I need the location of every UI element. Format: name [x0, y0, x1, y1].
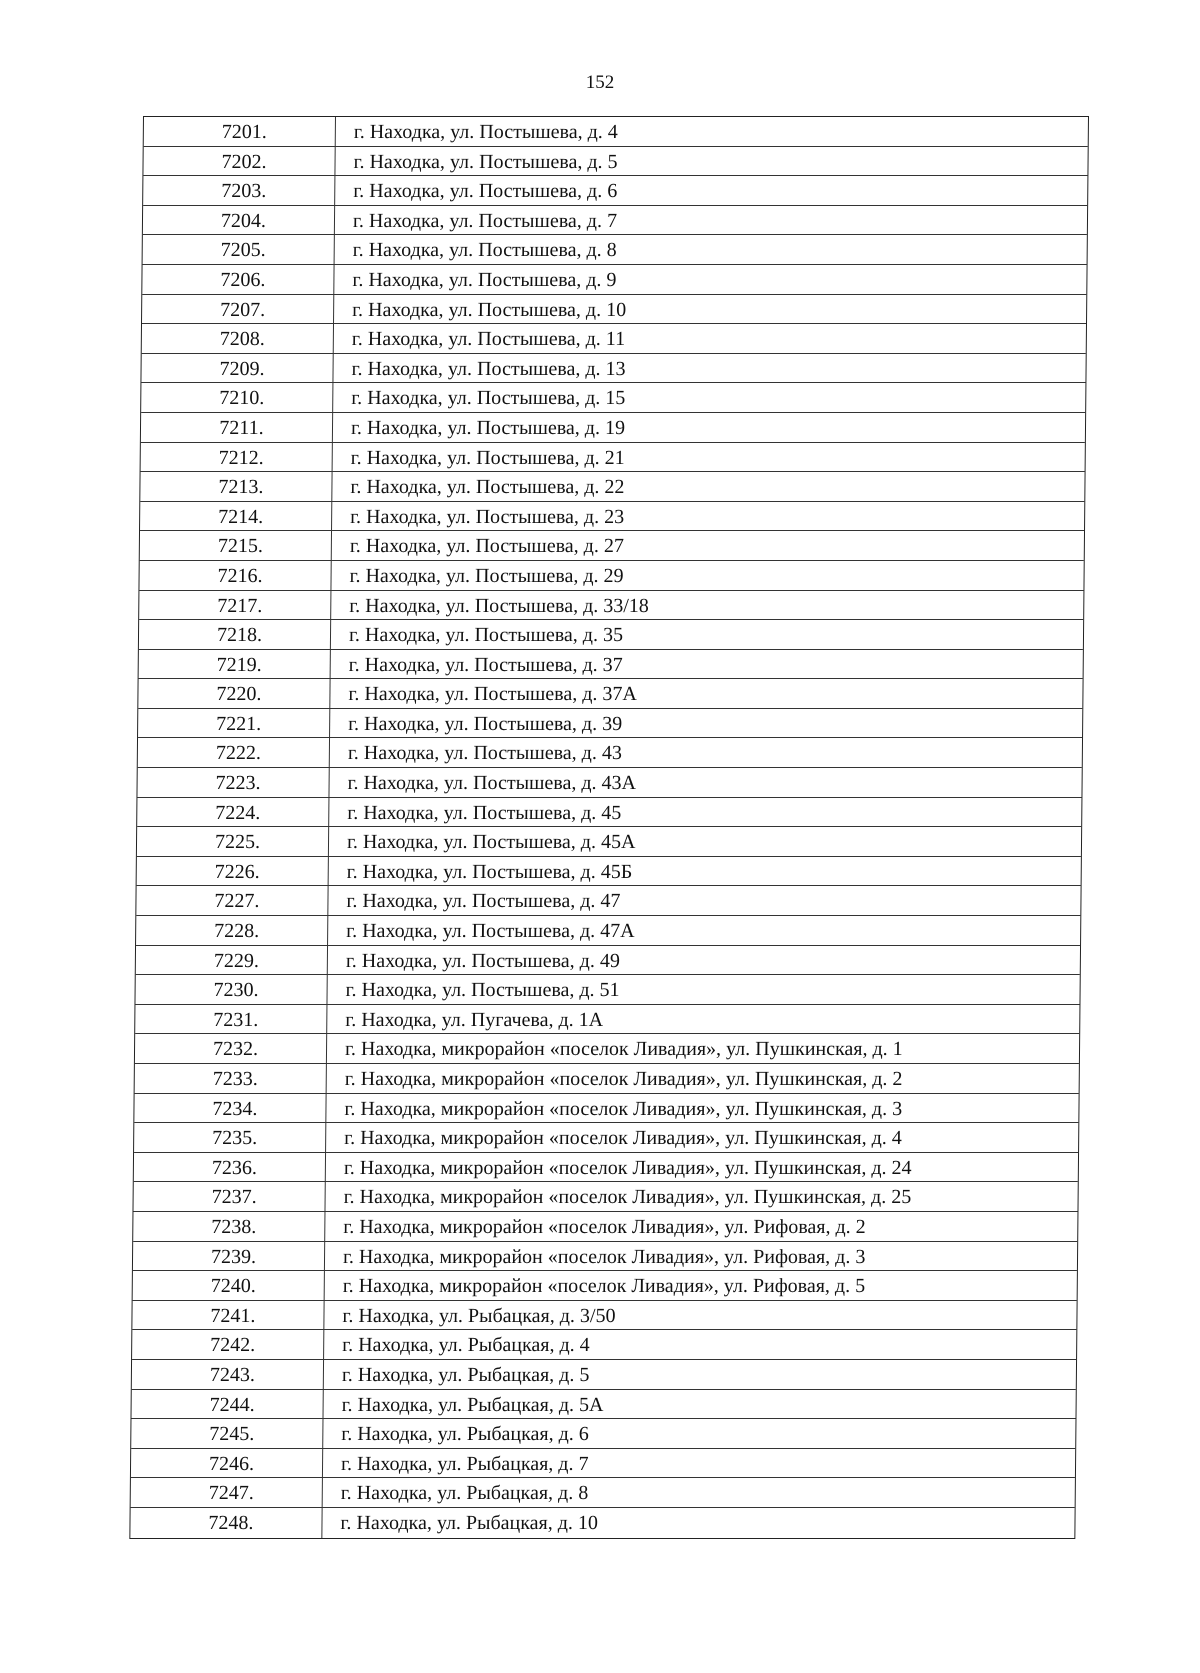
row-number: 7204. [143, 206, 335, 235]
table-row [132, 1330, 1076, 1360]
row-number: 7238. [133, 1212, 325, 1241]
table-row [143, 235, 1087, 265]
row-address: г. Находка, ул. Постышева, д. 47 [346, 890, 621, 913]
row-number: 7233. [135, 1064, 327, 1093]
row-number: 7225. [137, 827, 329, 856]
row-address: г. Находка, микрорайон «поселок Ливадия», ул. Пушкинская, д. 3 [344, 1097, 903, 1120]
row-address: г. Находка, ул. Рыбацкая, д. 8 [340, 1482, 589, 1505]
row-number: 7226. [137, 857, 329, 886]
table-row [135, 1064, 1079, 1094]
table-row [132, 1301, 1076, 1331]
row-address: г. Находка, ул. Постышева, д. 27 [349, 535, 624, 558]
row-address: г. Находка, ул. Рыбацкая, д. 4 [342, 1334, 590, 1357]
row-number: 7217. [139, 591, 331, 620]
table-row [136, 916, 1080, 946]
table-row [139, 620, 1083, 650]
row-number: 7224. [137, 798, 329, 827]
row-address: г. Находка, ул. Постышева, д. 19 [350, 416, 626, 439]
row-address: г. Находка, ул. Постышева, д. 51 [345, 979, 620, 1002]
table-row [139, 650, 1083, 680]
table-row [133, 1212, 1077, 1242]
table-row [137, 768, 1081, 798]
row-address: г. Находка, микрорайон «поселок Ливадия», ул. Рифовая, д. 3 [342, 1245, 866, 1268]
row-address: г. Находка, ул. Рыбацкая, д. 7 [340, 1452, 589, 1475]
row-number: 7208. [142, 324, 334, 353]
row-address: г. Находка, ул. Постышева, д. 37А [348, 683, 638, 706]
table-row [138, 738, 1082, 768]
table-row [136, 886, 1080, 916]
row-number: 7239. [133, 1242, 325, 1271]
table-row [142, 265, 1086, 295]
row-number: 7201. [144, 117, 336, 146]
row-number: 7215. [140, 531, 332, 560]
row-number: 7214. [140, 502, 332, 531]
row-address: г. Находка, ул. Рыбацкая, д. 6 [341, 1423, 589, 1446]
row-number: 7247. [131, 1478, 323, 1507]
table-row [131, 1449, 1075, 1479]
row-number: 7231. [135, 1005, 327, 1034]
table-row [143, 206, 1087, 236]
table-row [139, 591, 1083, 621]
row-number: 7219. [139, 650, 331, 679]
table-row [130, 1508, 1074, 1538]
table-row [134, 1153, 1078, 1183]
row-address: г. Находка, ул. Постышева, д. 49 [345, 949, 621, 972]
row-address: г. Находка, ул. Постышева, д. 11 [351, 328, 626, 351]
row-number: 7220. [138, 679, 330, 708]
row-address: г. Находка, ул. Рыбацкая, д. 5А [341, 1393, 604, 1416]
row-number: 7246. [131, 1449, 323, 1478]
table-row [131, 1390, 1075, 1420]
table-row [140, 531, 1084, 561]
row-address: г. Находка, микрорайон «поселок Ливадия», ул. Рифовая, д. 5 [342, 1275, 866, 1298]
table-row [135, 1034, 1079, 1064]
row-number: 7248. [130, 1508, 322, 1538]
row-address: г. Находка, ул. Постышева, д. 5 [353, 150, 618, 173]
row-number: 7234. [134, 1094, 326, 1123]
page-number: 152 [585, 72, 615, 93]
row-address: г. Находка, ул. Постышева, д. 45 [347, 801, 622, 824]
row-number: 7244. [132, 1390, 324, 1419]
table-row [133, 1182, 1077, 1212]
row-number: 7216. [139, 561, 331, 590]
row-number: 7242. [132, 1330, 324, 1359]
row-address: г. Находка, ул. Постышева, д. 8 [352, 239, 617, 262]
row-address: г. Находка, микрорайон «поселок Ливадия», ул. Пушкинская, д. 4 [344, 1127, 902, 1150]
row-address: г. Находка, микрорайон «поселок Ливадия», ул. Пушкинская, д. 25 [343, 1186, 912, 1209]
table-row [144, 117, 1088, 147]
row-address: г. Находка, ул. Постышева, д. 35 [348, 624, 624, 647]
address-table [129, 116, 1089, 1539]
row-address: г. Находка, ул. Постышева, д. 37 [348, 653, 623, 676]
table-row [137, 798, 1081, 828]
row-number: 7240. [133, 1271, 325, 1300]
row-number: 7230. [135, 975, 327, 1004]
row-number: 7229. [136, 946, 328, 975]
table-row [132, 1360, 1076, 1390]
row-number: 7209. [141, 354, 333, 383]
row-number: 7213. [140, 472, 332, 501]
table-row [142, 324, 1086, 354]
row-address: г. Находка, ул. Постышева, д. 21 [350, 446, 625, 469]
table-row [138, 709, 1082, 739]
row-address: г. Находка, ул. Постышева, д. 45А [346, 831, 636, 854]
table-row [140, 472, 1084, 502]
table-row [141, 413, 1085, 443]
row-address: г. Находка, ул. Постышева, д. 29 [349, 564, 624, 587]
row-number: 7206. [142, 265, 334, 294]
table-row [143, 147, 1087, 177]
row-address: г. Находка, микрорайон «поселок Ливадия», ул. Рифовая, д. 2 [343, 1215, 866, 1238]
row-number: 7210. [141, 383, 333, 412]
row-address: г. Находка, ул. Постышева, д. 13 [351, 357, 626, 380]
row-address: г. Находка, ул. Постышева, д. 43А [347, 772, 637, 795]
row-address: г. Находка, микрорайон «поселок Ливадия», ул. Пушкинская, д. 1 [344, 1038, 903, 1061]
row-number: 7222. [138, 738, 330, 767]
table-row [142, 295, 1086, 325]
row-number: 7232. [135, 1034, 327, 1063]
row-address: г. Находка, микрорайон «поселок Ливадия», ул. Пушкинская, д. 2 [344, 1068, 903, 1090]
row-number: 7205. [143, 235, 335, 264]
row-number: 7237. [133, 1182, 325, 1211]
row-number: 7236. [134, 1153, 326, 1182]
row-number: 7212. [141, 443, 333, 472]
row-address: г. Находка, ул. Постышева, д. 22 [350, 476, 625, 499]
table-row [131, 1478, 1075, 1508]
table-row [133, 1271, 1077, 1301]
row-address: г. Находка, ул. Постышева, д. 4 [353, 121, 618, 143]
table-row [137, 827, 1081, 857]
row-number: 7228. [136, 916, 328, 945]
row-address: г. Находка, ул. Постышева, д. 10 [352, 298, 627, 321]
table-row [135, 975, 1079, 1005]
row-number: 7211. [141, 413, 333, 442]
row-address: г. Находка, ул. Рыбацкая, д. 10 [340, 1511, 599, 1534]
row-number: 7207. [142, 295, 334, 324]
row-address: г. Находка, ул. Постышева, д. 45Б [346, 860, 633, 883]
row-address: г. Находка, ул. Рыбацкая, д. 3/50 [342, 1304, 616, 1327]
table-row [141, 383, 1085, 413]
row-address: г. Находка, ул. Постышева, д. 33/18 [349, 594, 649, 617]
table-row [136, 946, 1080, 976]
row-number: 7241. [132, 1301, 324, 1330]
row-number: 7227. [136, 886, 328, 915]
row-number: 7245. [131, 1419, 323, 1448]
row-address: г. Находка, ул. Постышева, д. 9 [352, 268, 617, 291]
table-row [137, 857, 1081, 887]
table-row [131, 1419, 1075, 1449]
row-address: г. Находка, ул. Постышева, д. 23 [350, 505, 625, 528]
row-number: 7235. [134, 1123, 326, 1152]
table-row [141, 443, 1085, 473]
row-address: г. Находка, ул. Постышева, д. 15 [351, 387, 626, 410]
table-row [134, 1094, 1078, 1124]
row-address: г. Находка, ул. Рыбацкая, д. 5 [341, 1363, 590, 1386]
row-number: 7221. [138, 709, 330, 738]
row-number: 7243. [132, 1360, 324, 1389]
row-address: г. Находка, ул. Постышева, д. 47А [346, 920, 635, 943]
table-row [139, 561, 1083, 591]
row-number: 7203. [143, 176, 335, 205]
row-address: г. Находка, ул. Постышева, д. 6 [353, 180, 618, 203]
table-row [138, 679, 1082, 709]
row-address: г. Находка, ул. Постышева, д. 7 [352, 209, 618, 232]
table-row [133, 1242, 1077, 1272]
table-row [140, 502, 1084, 532]
row-number: 7218. [139, 620, 331, 649]
table-row [143, 176, 1087, 206]
table-row [135, 1005, 1079, 1035]
row-number: 7223. [137, 768, 329, 797]
row-address: г. Находка, микрорайон «поселок Ливадия», ул. Пушкинская, д. 24 [343, 1156, 912, 1179]
row-number: 7202. [143, 147, 335, 176]
row-address: г. Находка, ул. Постышева, д. 43 [347, 742, 623, 765]
table-row [134, 1123, 1078, 1153]
row-address: г. Находка, ул. Пугачева, д. 1А [345, 1008, 604, 1031]
row-address: г. Находка, ул. Постышева, д. 39 [348, 712, 623, 735]
table-row [141, 354, 1085, 384]
